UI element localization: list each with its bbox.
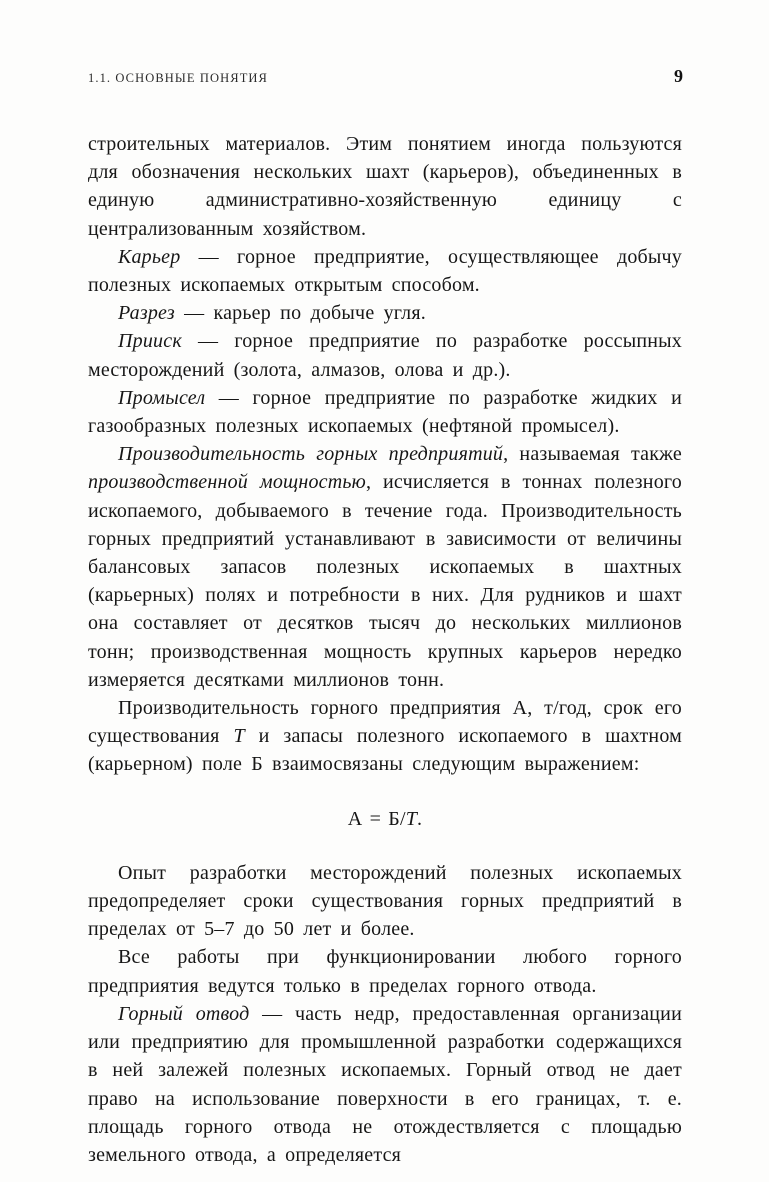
paragraph xyxy=(88,943,682,999)
text-segment: строительных материалов. Этим понятием иногда пользуются для обозначения нескольких шахт (карьеров), объединенных в единую административно-хозяйственную единицу с централизованным хозяйством. xyxy=(88,133,682,240)
text-segment: — горное предприятие по разработке жидких и газообразных полезных ископаемых (нефтяной промысел). xyxy=(88,386,682,438)
text-segment: А = Б/ xyxy=(347,807,406,830)
paragraph xyxy=(88,859,682,944)
paragraph xyxy=(88,327,682,383)
italic-text-segment: Промысел xyxy=(118,386,206,409)
paragraph xyxy=(88,299,682,327)
text-segment: Все работы при функционировании любого горного предприятия ведутся только в пределах горного отвода. xyxy=(88,946,682,997)
page-body xyxy=(88,130,682,1169)
italic-text-segment: производственной мощностью xyxy=(88,471,366,494)
paragraph xyxy=(88,1000,682,1169)
text-segment: и запасы полезного ископаемого в шахтном (карьерном) поле Б взаимосвязаны следующим выражением: xyxy=(88,725,683,776)
paragraph xyxy=(88,694,682,779)
text-segment: . xyxy=(417,807,423,830)
italic-text-segment: Т xyxy=(233,725,245,748)
text-segment: Производительность горного предприятия А, т/год, срок его существования xyxy=(88,697,682,748)
page-header xyxy=(88,66,683,87)
paragraph xyxy=(88,130,682,243)
text-segment: — карьер по добыче угля. xyxy=(174,302,426,325)
text-segment: , называемая также xyxy=(503,443,682,466)
page-number: 9 xyxy=(674,66,683,86)
text-segment: Опыт разработки месторождений полезных ископаемых предопределяет сроки существования горных предприятий в пределах от 5–7 до 50 лет и более. xyxy=(88,861,682,941)
italic-text-segment: Прииск xyxy=(118,330,182,353)
text-segment: — горное предприятие, осуществляющее добычу полезных ископаемых открытым способом. xyxy=(88,245,682,297)
text-segment: — часть недр, предоставленная организации или предприятию для промышленной разработки содержащихся в ней залежей полезных ископаемых. Горный отвод не дает право на использование поверхности в его границах, т. е. площадь горного отвода не отождествляется с площадью земельного отвода, а определяется xyxy=(88,1002,682,1166)
italic-text-segment: Производительность горных предприятий xyxy=(118,443,504,466)
running-head-section-title: 1.1. ОСНОВНЫЕ ПОНЯТИЯ xyxy=(88,71,268,85)
paragraph xyxy=(88,384,682,440)
italic-text-segment: Горный отвод xyxy=(118,1002,250,1025)
italic-text-segment: Разрез xyxy=(118,302,175,325)
italic-text-segment: Т xyxy=(405,807,418,830)
paragraph xyxy=(88,440,682,694)
paragraph xyxy=(88,243,682,299)
formula xyxy=(88,805,682,833)
text-segment: , исчисляется в тоннах полезного ископаемого, добываемого в течение года. Производительность горных предприятий устанавливают в зависимости от величины балансовых запасов полезных ископаемых в шахтных (карьерных) полях и потребности в них. Для рудников и шахт она составляет от десятков тысяч до нескольких миллионов тонн; производственная мощность крупных карьеров нередко измеряется десятками миллионов тонн. xyxy=(88,471,682,691)
text-segment: — горное предприятие по разработке россыпных месторождений (золота, алмазов, олова и др.). xyxy=(88,330,682,381)
italic-text-segment: Карьер xyxy=(118,245,181,268)
